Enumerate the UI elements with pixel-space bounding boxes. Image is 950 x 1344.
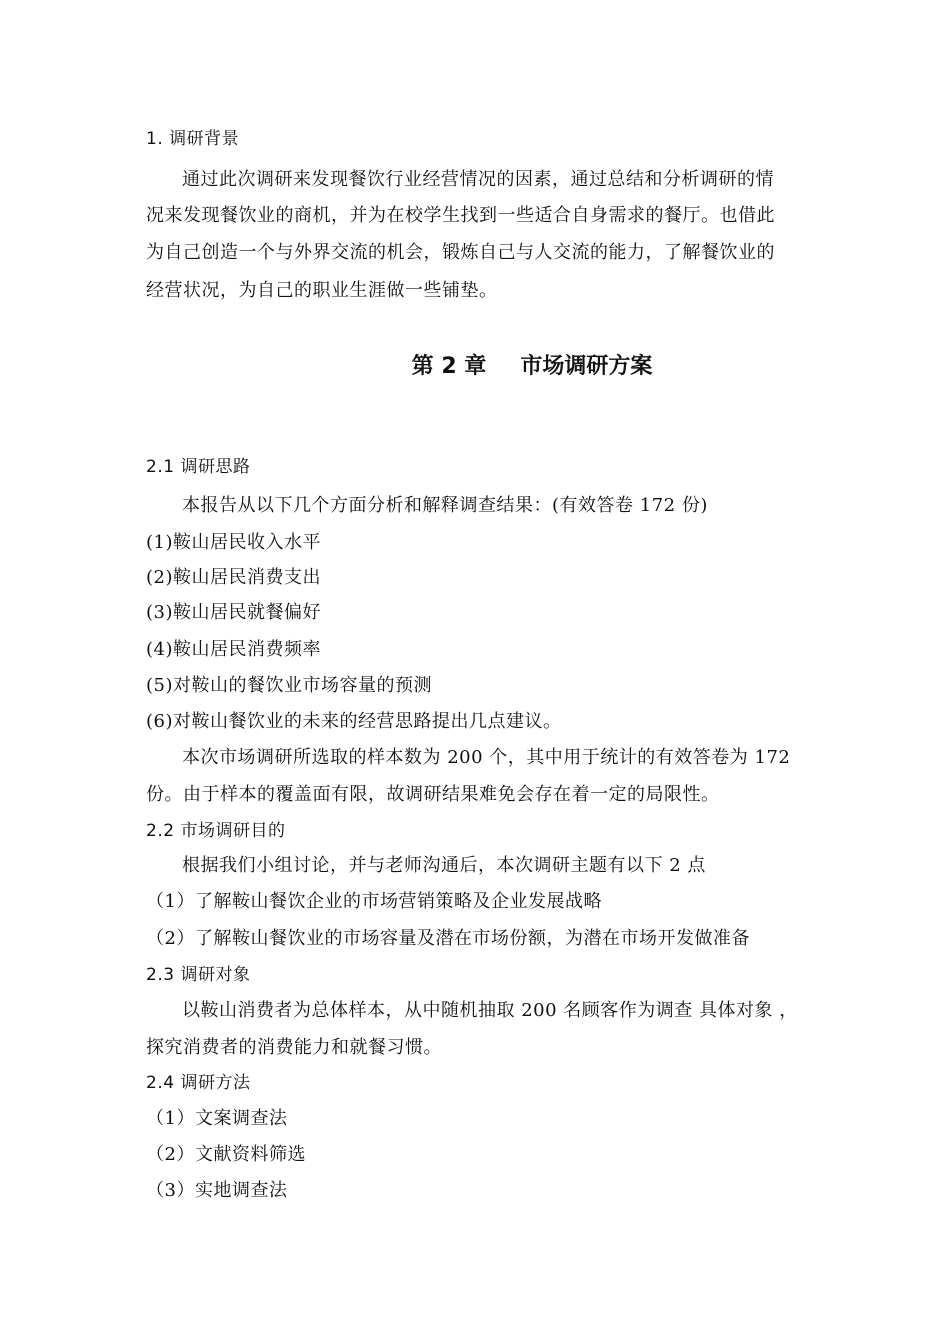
list-item: (4)鞍山居民消费频率	[146, 639, 321, 660]
list-item: (3)鞍山居民就餐偏好	[146, 602, 321, 623]
section-heading-target: 2.3 调研对象	[146, 965, 251, 985]
section-heading-background: 1. 调研背景	[146, 129, 240, 149]
section-heading-methods: 2.4 调研方法	[146, 1073, 251, 1093]
list-item: （1）了解鞍山餐饮企业的市场营销策略及企业发展战略	[146, 891, 602, 912]
section-heading-purpose: 2.2 市场调研目的	[146, 821, 286, 841]
paragraph-line: 本报告从以下几个方面分析和解释调查结果：(有效答卷 172 份)	[182, 495, 708, 516]
paragraph-line: 份。由于样本的覆盖面有限，故调研结果难免会存在着一定的局限性。	[146, 784, 720, 805]
list-item: （2）了解鞍山餐饮业的市场容量及潜在市场份额，为潜在市场开发做准备	[146, 928, 750, 949]
list-item: (1)鞍山居民收入水平	[146, 532, 321, 553]
paragraph-line: 况来发现餐饮业的商机，并为在校学生找到一些适合自身需求的餐厅。也借此	[146, 205, 775, 226]
paragraph-line: 通过此次调研来发现餐饮行业经营情况的因素，通过总结和分析调研的情	[182, 169, 774, 190]
section-heading-approach: 2.1 调研思路	[146, 457, 251, 477]
paragraph-line: 本次市场调研所选取的样本数为 200 个，其中用于统计的有效答卷为 172	[182, 747, 791, 768]
list-item: （1）文案调查法	[146, 1108, 288, 1129]
paragraph-line: 根据我们小组讨论，并与老师沟通后，本次调研主题有以下 2 点	[182, 855, 706, 876]
paragraph-line: 经营状况，为自己的职业生涯做一些铺垫。	[146, 280, 498, 301]
paragraph-line: 以鞍山消费者为总体样本，从中随机抽取 200 名顾客作为调查 具体对象 ，	[182, 1000, 798, 1021]
paragraph-line: 探究消费者的消费能力和就餐习惯。	[146, 1037, 442, 1058]
chapter-title	[0, 353, 950, 381]
list-item: （2）文献资料筛选	[146, 1144, 306, 1165]
paragraph-line: 为自己创造一个与外界交流的机会，锻炼自己与人交流的能力，了解餐饮业的	[146, 242, 775, 263]
list-item: （3）实地调查法	[146, 1180, 288, 1201]
list-item: (2)鞍山居民消费支出	[146, 567, 321, 588]
chapter-name: 市场调研方案	[520, 354, 653, 379]
list-item: (5)对鞍山的餐饮业市场容量的预测	[146, 675, 432, 696]
list-item: (6)对鞍山餐饮业的未来的经营思路提出几点建议。	[146, 711, 562, 732]
chapter-number: 第 2 章	[411, 354, 487, 379]
